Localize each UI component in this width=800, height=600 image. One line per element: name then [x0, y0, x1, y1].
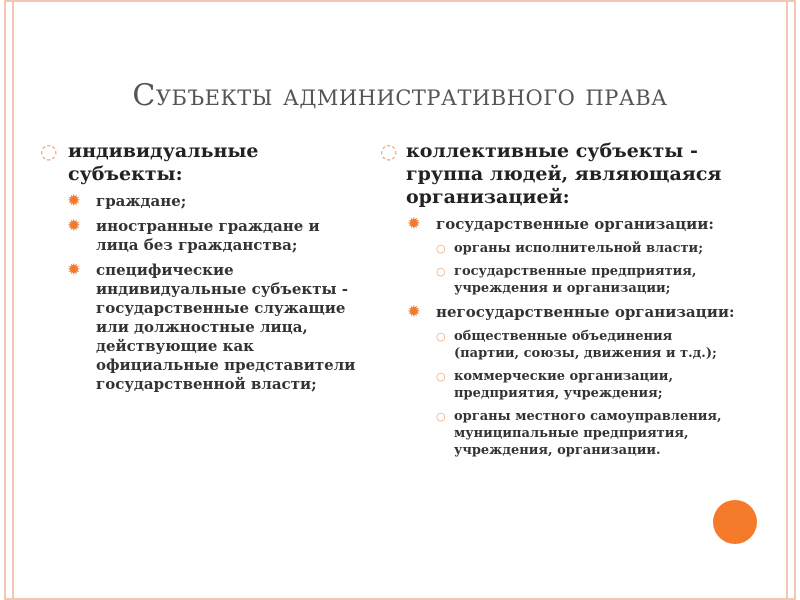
list-item — [436, 263, 740, 297]
list-item — [68, 261, 360, 394]
group-label-text: негосударственные организации: — [436, 303, 735, 321]
list-item-text: коммерческие организации, предприятия, учреждения; — [454, 369, 673, 401]
group-label — [408, 215, 740, 234]
ring-bullet-icon: ○ — [436, 265, 446, 278]
list-item-text: органы местного самоуправления, муниципальные предприятия, учреждения, организации. — [454, 409, 722, 458]
list-item-text: иностранные граждане и лица без гражданства; — [96, 217, 320, 254]
right-heading-text: коллективные субъекты - группа людей, являющаяся организацией: — [406, 140, 722, 208]
list-item — [68, 192, 360, 211]
ring-bullet-icon: ◌ — [380, 139, 398, 163]
list-item — [436, 240, 740, 257]
right-heading — [380, 140, 740, 209]
list-item — [436, 408, 740, 459]
list-item-text: органы исполнительной власти; — [454, 241, 703, 256]
sun-bullet-icon: ✹ — [408, 304, 420, 320]
sun-bullet-icon: ✹ — [68, 193, 80, 209]
list-item — [436, 368, 740, 402]
list-item-text: государственные предприятия, учреждения и организации; — [454, 264, 697, 296]
sun-bullet-icon: ✹ — [68, 262, 80, 278]
list-item — [68, 217, 360, 255]
left-column — [40, 140, 360, 400]
sun-bullet-icon: ✹ — [408, 216, 420, 232]
list-item — [436, 328, 740, 362]
slide-title: Субъекты административного права — [132, 78, 668, 113]
ring-bullet-icon: ○ — [436, 242, 446, 255]
ring-bullet-icon: ○ — [436, 330, 446, 343]
list-item-text: специфические индивидуальные субъекты - государственные служащие или должностные лица, действующие как официальные представители государственной власти; — [96, 261, 356, 393]
ring-bullet-icon: ○ — [436, 370, 446, 383]
decorative-circle — [713, 500, 757, 544]
left-heading-text: индивидуальные субъекты: — [68, 140, 259, 185]
group-label-text: государственные организации: — [436, 215, 714, 233]
group-label — [408, 303, 740, 322]
list-item-text: общественные объединения (партии, союзы, движения и т.д.); — [454, 329, 717, 361]
list-item-text: граждане; — [96, 192, 187, 210]
sun-bullet-icon: ✹ — [68, 218, 80, 234]
ring-bullet-icon: ○ — [436, 410, 446, 423]
left-heading — [40, 140, 360, 186]
ring-bullet-icon: ◌ — [40, 139, 58, 163]
right-column — [380, 140, 740, 465]
frame-top — [4, 0, 796, 2]
